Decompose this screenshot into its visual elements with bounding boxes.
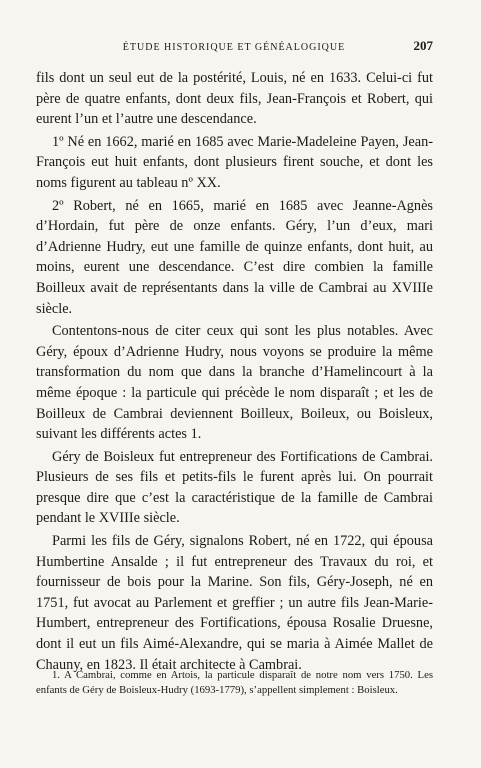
paragraph-jean-francois: 1º Né en 1662, marié en 1685 avec Marie-Madeleine Payen, Jean-François eut huit enfants, dont plusieurs firent souche, et dont les noms figurent au tableau nº XX.: [36, 133, 433, 191]
footnote: [36, 668, 433, 697]
running-header: ÉTUDE HISTORIQUE ET GÉNÉALOGIQUE: [122, 42, 346, 53]
paragraph-continuation: fils dont un seul eut de la postérité, Louis, né en 1633. Celui-ci fut père de quatre enfants, dont deux fils, Jean-François et Robert, qui eurent l’un et l’autre une descendance.: [36, 70, 433, 128]
paragraph-fils-de-gery: Parmi les fils de Géry, signalons Robert, né en 1722, qui épousa Humbertine Ansalde ; il fut entrepreneur des Travaux du roi, et fournisseur de bois pour la Marine. Son fils, Géry-Joseph, né en 1751, fut avocat au Parlement et greffier ; un autre fils Jean-Marie-Humbert, entrepreneur des Fortifications, épousa Rosalie Druesne, dont il eut un fils Aimé-Alexandre, qui se maria à Aimée Mallet de Chauny, en 1823. Il était architecte à Cambrai.: [36, 533, 433, 673]
body-text: [36, 68, 433, 677]
paragraph-fortifications: Géry de Boisleux fut entrepreneur des Fortifications de Cambrai. Plusieurs de ses fils et petits-fils le furent après lui. On pourrait presque dire que c’est la caractéristique de la famille de Cambrai pendant le XVIIIe siècle.: [36, 448, 433, 527]
paragraph-robert: 2º Robert, né en 1665, marié en 1685 avec Jeanne-Agnès d’Hordain, fut père de onze enfants. Géry, l’un d’eux, mari d’Adrienne Hudry, eut une famille de quinze enfants, dont huit, au moins, eurent une descendance. C’est dire combien la famille Boilleux avait de représentants dans la ville de Cambrai au XVIIIe siècle.: [36, 197, 433, 317]
footnote-text: 1. A Cambrai, comme en Artois, la particule disparaît de notre nom vers 1750. Les enfants de Géry de Boisleux-Hudry (1693-1779), s’appellent simplement : Boisleux.: [36, 669, 433, 696]
paragraph-notables: Contentons-nous de citer ceux qui sont les plus notables. Avec Géry, époux d’Adrienne Hudry, nous voyons se produire la même transformation du nom que dans la branche d’Hamelincourt à la même époque : la particule qui précède le nom disparaît ; et les de Boilleux de Cambrai deviennent Boilleux, Boileux, ou Boisleux, suivant les différents actes 1.: [36, 323, 433, 443]
page-number: 207: [413, 38, 433, 53]
